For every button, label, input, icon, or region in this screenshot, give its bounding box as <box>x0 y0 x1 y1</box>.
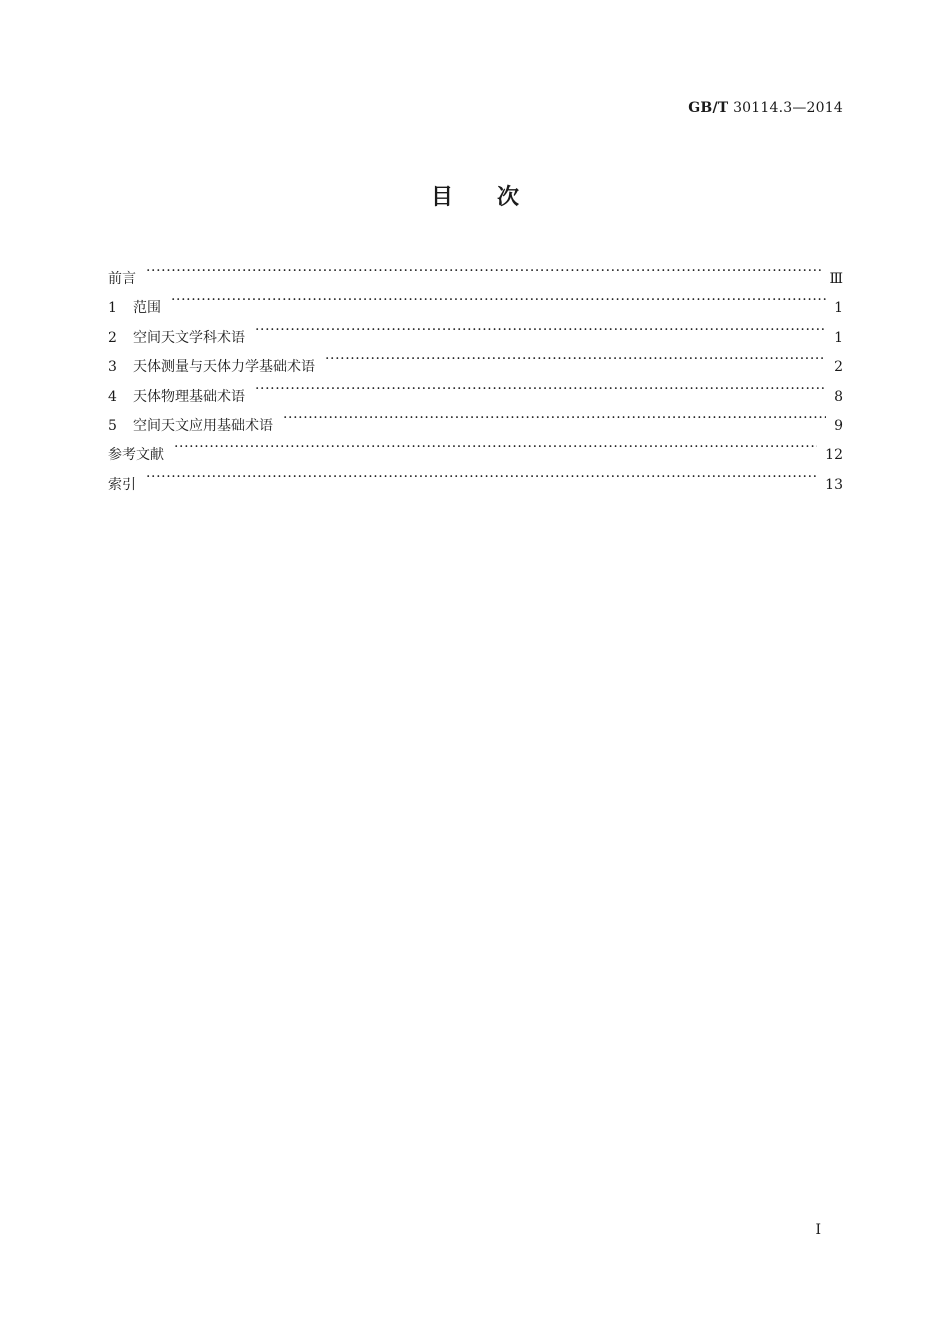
toc-entry-number: 1 <box>108 300 117 317</box>
toc-entry-label: 范围 <box>133 300 161 317</box>
toc-leader-dots <box>283 406 826 430</box>
toc-leader-dots <box>171 288 826 312</box>
toc-entry-scope[interactable] <box>108 288 843 317</box>
standard-code <box>688 100 843 116</box>
page-number: I <box>815 1222 821 1238</box>
toc-leader-dots <box>146 465 817 489</box>
toc-entry-page: 1 <box>834 329 843 346</box>
toc-entry-page: Ⅲ <box>829 271 843 287</box>
toc-entry-page: 8 <box>834 388 843 405</box>
page-title: 目次 <box>430 185 563 210</box>
toc-leader-dots <box>146 259 821 283</box>
standard-prefix: GB/T <box>688 100 729 116</box>
toc-entry-label: 空间天文应用基础术语 <box>133 417 273 434</box>
toc-entry-number: 3 <box>108 359 117 376</box>
toc-entry-number: 2 <box>108 329 117 346</box>
toc-entry-index[interactable] <box>108 465 843 494</box>
toc-entry-label: 参考文献 <box>108 447 164 464</box>
toc-entry-references[interactable] <box>108 435 843 464</box>
toc-leader-dots <box>255 318 826 342</box>
toc-entry-section-3[interactable] <box>108 347 843 376</box>
toc-entry-page: 9 <box>834 417 843 434</box>
toc-leader-dots <box>255 377 826 401</box>
toc-entry-section-5[interactable] <box>108 406 843 435</box>
toc-entry-label: 前言 <box>108 271 136 287</box>
standard-number: 30114.3—2014 <box>733 100 843 116</box>
toc-entry-section-4[interactable] <box>108 377 843 406</box>
table-of-contents <box>108 259 843 494</box>
toc-entry-section-2[interactable] <box>108 318 843 347</box>
toc-entry-label: 天体物理基础术语 <box>133 388 245 405</box>
toc-entry-foreword[interactable] <box>108 259 843 288</box>
toc-entry-label: 空间天文学科术语 <box>133 329 245 346</box>
toc-leader-dots <box>325 347 826 371</box>
toc-entry-page: 13 <box>825 476 843 493</box>
toc-entry-number: 5 <box>108 417 117 434</box>
toc-entry-page: 1 <box>834 300 843 317</box>
toc-entry-label: 索引 <box>108 476 136 493</box>
toc-entry-label: 天体测量与天体力学基础术语 <box>133 359 315 376</box>
toc-leader-dots <box>174 435 817 459</box>
toc-entry-page: 2 <box>834 359 843 376</box>
toc-entry-number: 4 <box>108 388 117 405</box>
toc-entry-page: 12 <box>825 447 843 464</box>
